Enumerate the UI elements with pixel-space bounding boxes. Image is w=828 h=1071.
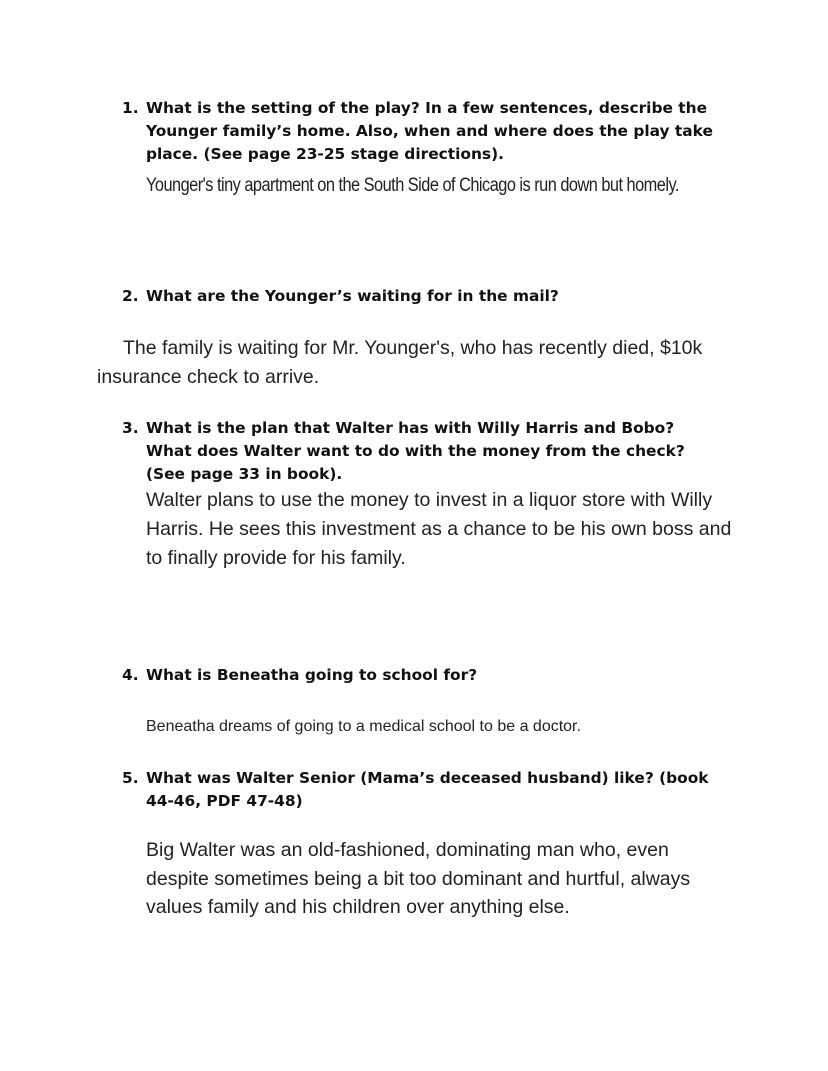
- question-number: 1.: [122, 99, 139, 117]
- question-number: 4.: [122, 666, 139, 684]
- question-5: [122, 767, 722, 813]
- question-4: [122, 664, 722, 687]
- question-number: 2.: [122, 287, 139, 305]
- question-2: [122, 285, 722, 308]
- answer-2: The family is waiting for Mr. Younger's, who has recently died, $10k insurance check to arrive.: [97, 337, 703, 388]
- question-number: 5.: [122, 769, 139, 787]
- question-text: What are the Younger’s waiting for in the mail?: [146, 287, 559, 305]
- answer-1: Younger's tiny apartment on the South Side of Chicago is run down but homely.: [146, 175, 679, 196]
- question-text: What is Beneatha going to school for?: [146, 666, 478, 684]
- question-text: What is the plan that Walter has with Willy Harris and Bobo? What does Walter want to do with the money from the check? (See page 33 in book).: [146, 419, 685, 483]
- question-text: What is the setting of the play? In a few sentences, describe the Younger family’s home. Also, when and where does the play take place. (See page 23-25 stage directions).: [146, 99, 713, 163]
- question-1: [122, 97, 722, 166]
- question-3: [122, 417, 722, 486]
- answer-4: Beneatha dreams of going to a medical school to be a doctor.: [146, 718, 581, 735]
- question-text: What was Walter Senior (Mama’s deceased husband) like? (book 44-46, PDF 47-48): [146, 769, 709, 810]
- question-number: 3.: [122, 419, 139, 437]
- answer-3: Walter plans to use the money to invest in a liquor store with Willy Harris. He sees this investment as a chance to be his own boss and to finally provide for his family.: [146, 489, 732, 569]
- answer-5: Big Walter was an old-fashioned, dominating man who, even despite sometimes being a bit too dominant and hurtful, always values family and his children over anything else.: [146, 839, 691, 918]
